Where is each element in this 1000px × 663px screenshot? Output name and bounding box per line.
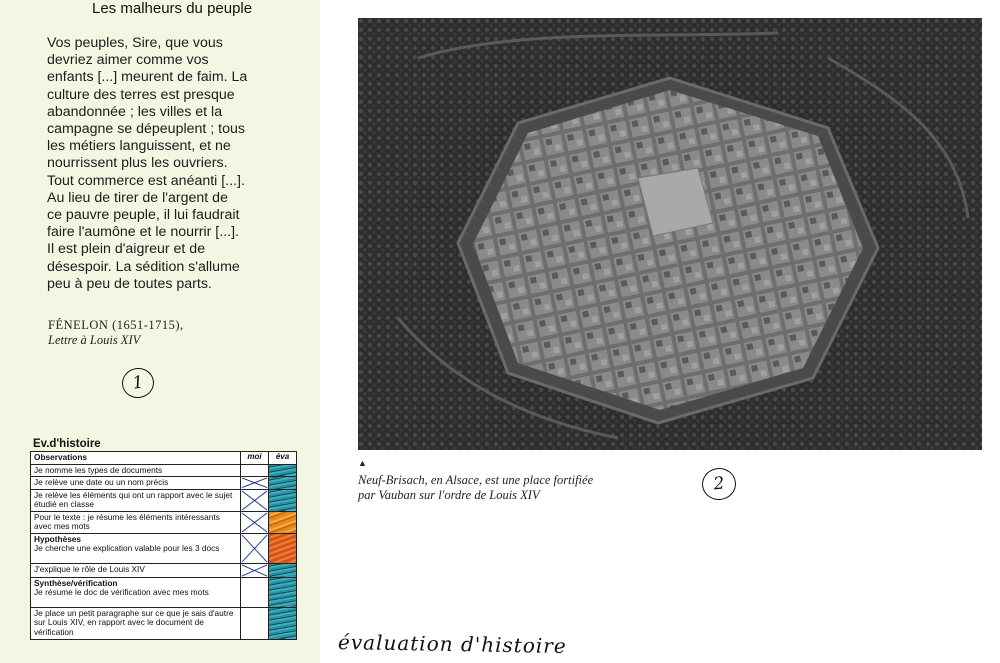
teacher-check-cell[interactable] <box>269 577 297 607</box>
table-row <box>31 563 297 577</box>
criterion-text: Je résume le doc de vérification avec mes mots <box>34 587 209 597</box>
self-check-cell[interactable] <box>241 533 269 563</box>
table-row <box>31 464 297 477</box>
evaluation-title: Ev.d'histoire <box>33 438 101 450</box>
quote-line: Tout commerce est anéanti [...]. <box>47 172 245 189</box>
table-row <box>31 607 297 639</box>
teacher-check-cell[interactable] <box>269 511 297 533</box>
self-check-cell[interactable] <box>241 511 269 533</box>
handwritten-footer: évaluation d'histoire <box>337 630 567 658</box>
grid-cell-label: Je nomme les types de documents <box>31 464 241 477</box>
table-row <box>31 477 297 490</box>
quote-line: peu à peu de toutes parts. <box>47 275 212 292</box>
self-check-cell[interactable] <box>241 489 269 511</box>
quote-line: ce pauvre peuple, il lui faudrait <box>47 207 240 224</box>
column-header-moi: moi <box>241 452 269 465</box>
grid-cell-label: Je relève une date ou un nom précis <box>31 477 241 490</box>
table-row <box>31 511 297 533</box>
doc1-title: Les malheurs du peuple <box>92 0 253 17</box>
quote-line: Au lieu de tirer de l'argent de <box>47 189 228 206</box>
photo-caption <box>358 456 678 503</box>
grid-cell-label: Je place un petit paragraphe sur ce que je sais d'autre sur Louis XIV, en rapport avec le document de vérification <box>31 607 241 639</box>
grid-cell-label: Je relève les éléments qui ont un rapport avec le sujet étudié en classe <box>31 489 241 511</box>
quote-line: Vos peuples, Sire, que vous <box>47 35 223 51</box>
teacher-check-cell[interactable] <box>269 489 297 511</box>
caption-line: Neuf-Brisach, en Alsace, est une place fortifiée <box>358 473 594 487</box>
caption-line: par Vauban sur l'ordre de Louis XIV <box>358 488 540 502</box>
evaluation-grid <box>30 451 297 640</box>
quote-line: nourrissent plus les ouvriers. <box>47 155 228 172</box>
quote-source <box>48 318 184 348</box>
quote-line: désespoir. La sédition s'allume <box>47 258 240 275</box>
self-check-cell[interactable] <box>241 563 269 577</box>
quote-line: faire l'aumône et le nourrir [...]. <box>47 224 239 241</box>
aerial-photo-neuf-brisach <box>358 18 982 450</box>
grid-cell-label: J'explique le rôle de Louis XIV <box>31 563 241 577</box>
grid-cell-label: Pour le texte : je résume les éléments intéressants avec mes mots <box>31 511 241 533</box>
quote-line: abandonnée ; les villes et la <box>47 103 223 120</box>
criterion-text: Je cherche une explication valable pour les 3 docs <box>34 543 220 553</box>
fenelon-quote <box>47 35 292 293</box>
cross-mark-icon <box>241 477 268 489</box>
column-header-eva: éva <box>269 452 297 465</box>
work-title: Lettre à Louis XIV <box>48 333 141 347</box>
cross-mark-icon <box>241 534 268 563</box>
quote-line: les métiers languissent, et ne <box>47 138 231 155</box>
grid-cell-label <box>31 533 241 563</box>
quote-line: devriez aimer comme vos <box>47 52 209 69</box>
doc-number-2: 2 <box>700 466 737 501</box>
quote-line: Il est plein d'aigreur et de <box>47 241 206 258</box>
self-check-cell[interactable] <box>241 607 269 639</box>
cross-mark-icon <box>241 512 268 533</box>
cross-mark-icon <box>241 564 268 577</box>
quote-line: culture des terres est presque <box>47 86 235 103</box>
table-row <box>31 489 297 511</box>
table-row <box>31 577 297 607</box>
teacher-check-cell[interactable] <box>269 477 297 490</box>
section-heading: Hypothèses <box>34 533 82 544</box>
self-check-cell[interactable] <box>241 577 269 607</box>
author-name: FÉNELON (1651-1715), <box>48 318 184 332</box>
self-check-cell[interactable] <box>241 477 269 490</box>
grid-cell-label: Observations <box>31 452 241 465</box>
quote-line: enfants [...] meurent de faim. La <box>47 69 248 86</box>
quote-line: campagne se dépeuplent ; tous <box>47 121 245 138</box>
teacher-check-cell[interactable] <box>269 563 297 577</box>
teacher-check-cell[interactable] <box>269 533 297 563</box>
teacher-check-cell[interactable] <box>269 464 297 477</box>
table-row <box>31 452 297 465</box>
grid-cell-label <box>31 577 241 607</box>
self-check-cell[interactable] <box>241 464 269 477</box>
teacher-check-cell[interactable] <box>269 607 297 639</box>
table-row <box>31 533 297 563</box>
doc-number-1: 1 <box>120 366 156 400</box>
caption-marker: ▲ <box>358 458 367 468</box>
section-heading: Synthèse/vérification <box>34 577 118 588</box>
cross-mark-icon <box>241 490 268 511</box>
